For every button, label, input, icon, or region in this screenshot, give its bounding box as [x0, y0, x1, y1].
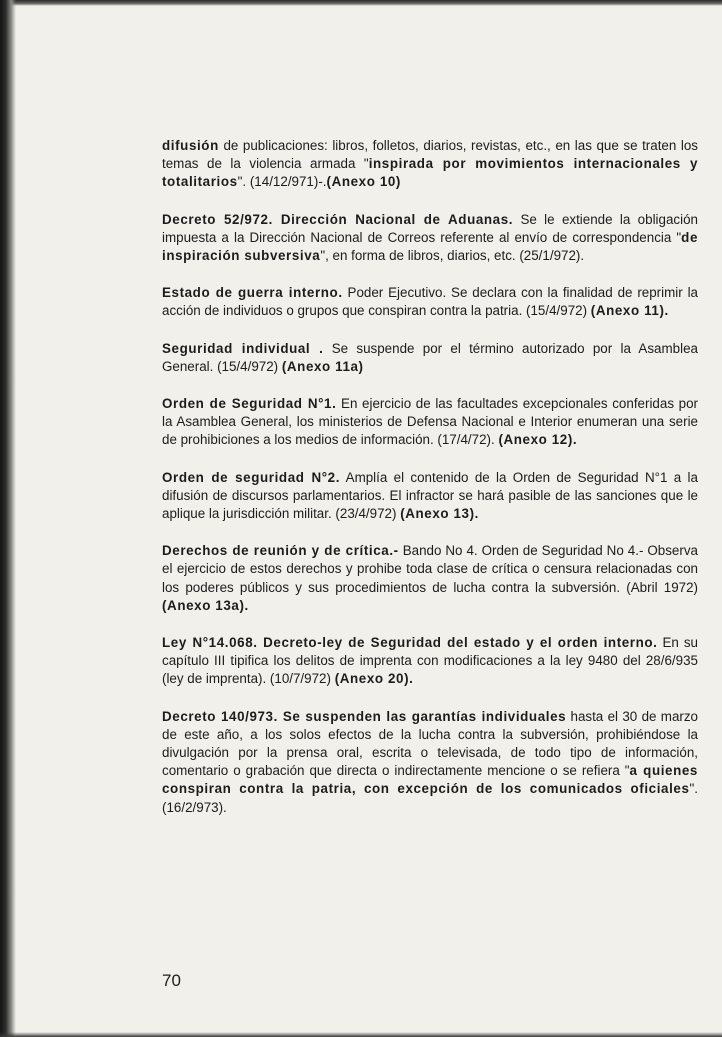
page-number: 70 [162, 971, 181, 990]
scan-top-edge [0, 0, 722, 6]
entry-decreto-52-972: Decreto 52/972. Dirección Nacional de Aduanas. Se le extiende la obligación impuesta a la Dirección Nacional de Correos referente al envío de correspondencia "de inspiración subversiva", en forma de libros, diarios, etc. (25/1/972). [162, 211, 698, 264]
entry-derechos-reunion-critica: Derechos de reunión y de crítica.- Bando No 4. Orden de Seguridad No 4.- Observa el ejercicio de estos derechos y prohibe toda clase de crítica o censura relacionadas con los poderes públicos y sus procedimientos de lucha contra la subversión. (Abril 1972) (Anexo 13a). [162, 543, 698, 613]
scan-binding-shadow [0, 0, 16, 1037]
entry-difusion-publicaciones: difusión de publicaciones: libros, folletos, diarios, revistas, etc., en las que se traten los temas de la violencia armada "inspirada por movimientos internacionales y totalitarios". (14/12/971)-.(Anexo 10) [162, 138, 698, 190]
entry-orden-seguridad-2: Orden de seguridad N°2. Amplía el contenido de la Orden de Seguridad N°1 a la difusión de discursos parlamentarios. El infractor se hará pasible de las sanciones que le aplique la jurisdicción militar. (23/4/972) (Anexo 13). [162, 469, 698, 522]
entry-decreto-140-973: Decreto 140/973. Se suspenden las garantías individuales hasta el 30 de marzo de este año, a los solos efectos de la lucha contra la subversión, prohibiéndose la divulgación por la prensa oral, escrita o televisada, de todo tipo de información, comentario o grabación que directa o indirectamente mencione o se refiera "a quienes conspiran contra la patria, con excepción de los comunicados oficiales". (16/2/973). [162, 708, 698, 815]
entry-orden-seguridad-1: Orden de Seguridad N°1. En ejercicio de las facultades excepcionales conferidas por la Asamblea General, los ministerios de Defensa Nacional e Interior enumeran una serie de prohibiciones a los medios de información. (17/4/72). (Anexo 12). [162, 396, 698, 448]
scan-bottom-edge [0, 1032, 722, 1037]
entry-ley-14068: Ley N°14.068. Decreto-ley de Seguridad del estado y el orden interno. En su capítulo III tipifica los delitos de imprenta con modificaciones a la ley 9480 del 28/6/935 (ley de imprenta). (10/7/972) (Anexo 20). [162, 635, 698, 687]
entry-estado-de-guerra: Estado de guerra interno. Poder Ejecutivo. Se declara con la finalidad de reprimir la acción de individuos o grupos que conspiran contra la patria. (15/4/972) (Anexo 11). [162, 285, 698, 319]
page-body [162, 137, 698, 836]
entry-seguridad-individual: Seguridad individual . Se suspende por el término autorizado por la Asamblea General. (15/4/972) (Anexo 11a) [162, 340, 698, 374]
